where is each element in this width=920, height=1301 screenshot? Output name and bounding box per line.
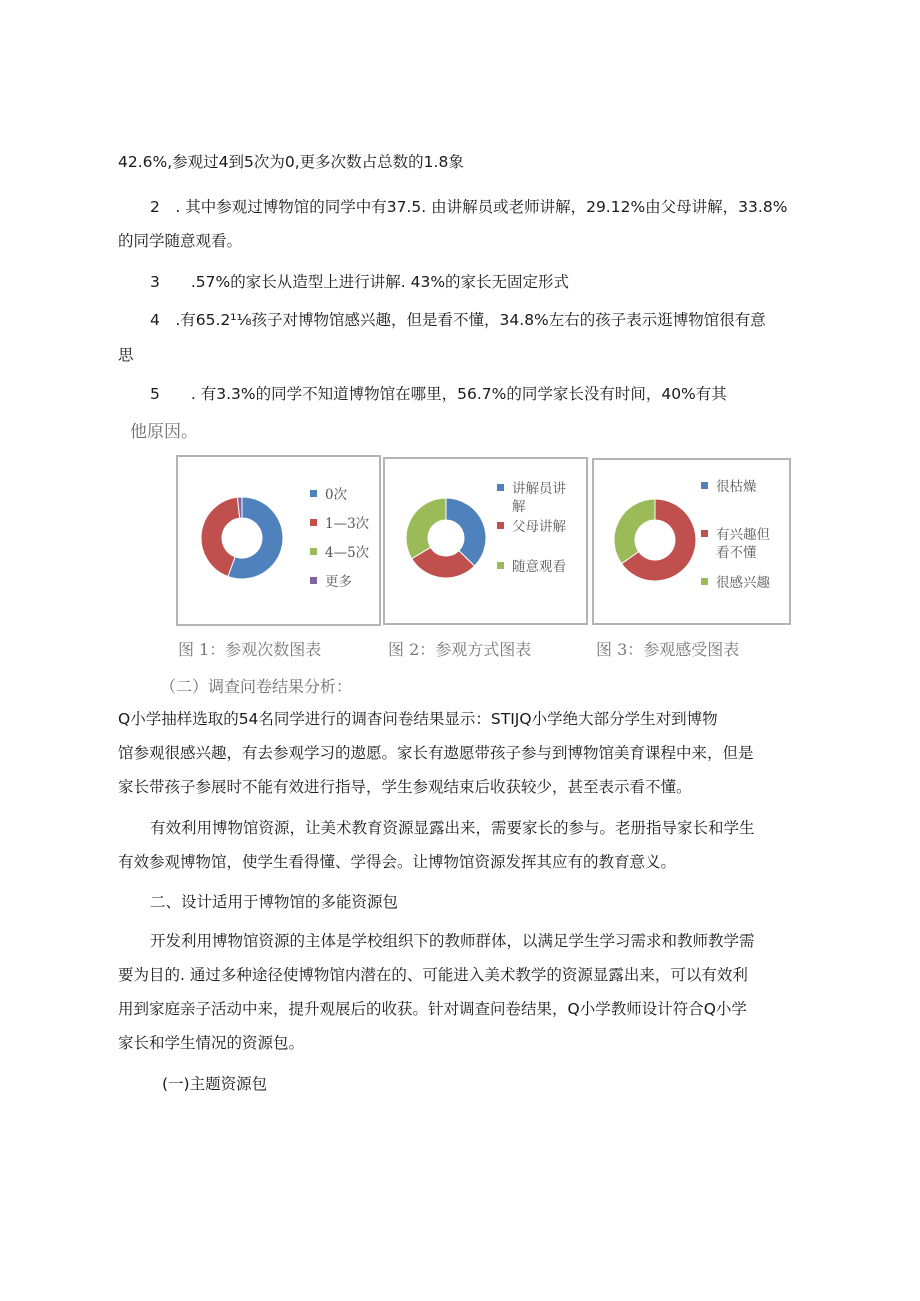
legend-item bbox=[701, 527, 770, 544]
donut-slice-3 bbox=[406, 498, 446, 559]
legend-label: 更多 bbox=[325, 574, 352, 590]
legend-item bbox=[310, 545, 369, 562]
legend-label: 随意观看 bbox=[512, 559, 566, 575]
paragraph-analysis-2-line2: 有效参观博物馆，使学生看得懂、学得会。让博物馆资源发挥其应有的教育意义。 bbox=[118, 853, 677, 871]
legend-label: 1—3次 bbox=[325, 516, 370, 532]
legend-swatch-red bbox=[310, 519, 317, 526]
legend-swatch-green bbox=[701, 578, 708, 585]
paragraph-design-line1: 开发利用博物馆资源的主体是学校组织下的教师群体，以满足学生学习需求和教师教学需 bbox=[150, 932, 755, 950]
legend-item bbox=[701, 575, 770, 592]
legend-swatch-green bbox=[497, 562, 504, 569]
legend-item-cont bbox=[716, 545, 757, 562]
legend-label: 很感兴趣 bbox=[716, 575, 770, 591]
legend-item bbox=[310, 574, 352, 591]
legend-label: 0次 bbox=[325, 487, 348, 503]
legend-swatch-blue bbox=[310, 490, 317, 497]
legend-label: 看不懂 bbox=[716, 545, 757, 561]
paragraph-item-3: 3 .57%的家长从造型上进行讲解. 43%的家长无固定形式 bbox=[150, 273, 570, 291]
legend-label: 很枯燥 bbox=[716, 479, 757, 495]
legend-item bbox=[701, 479, 757, 496]
legend-swatch-red bbox=[497, 522, 504, 529]
legend-item bbox=[310, 516, 369, 533]
chart-2-donut bbox=[406, 498, 486, 578]
chart-3-legend bbox=[701, 479, 791, 609]
chart-1-donut bbox=[201, 497, 283, 579]
paragraph-analysis-1-line1: Q小学抽样选取的54名同学进行的调杳问卷结果显示：STIJQ小学绝大部分学生对到博物 bbox=[118, 710, 718, 728]
legend-label: 解 bbox=[512, 499, 526, 515]
legend-label: 有兴趣但 bbox=[716, 527, 770, 543]
legend-item bbox=[310, 487, 347, 504]
legend-swatch-blue bbox=[497, 484, 504, 491]
legend-swatch-green bbox=[310, 548, 317, 555]
paragraph-design-line4: 家长和学生情况的资源包。 bbox=[118, 1034, 305, 1052]
paragraph-item-2-line2: 的同学随意观看。 bbox=[118, 232, 243, 250]
chart-3-donut bbox=[614, 499, 696, 581]
paragraph-item-4-line1: 4 .有65.2¹⅛孩子对博物馆感兴趣，但是看不懂，34.8%左右的孩子表示逛博物馆很有意 bbox=[150, 311, 766, 329]
legend-item bbox=[497, 519, 566, 536]
legend-item bbox=[497, 481, 566, 498]
paragraph-design-line3: 用到家庭亲子活动中来，提升观展后的收获。针对调查问卷结果，Q小学教师设计符合Q小学 bbox=[118, 1000, 747, 1018]
paragraph-item-5: 5 . 有3.3%的同学不知道博物馆在哪里，56.7%的同学家长没有时间，40%有其 bbox=[150, 385, 727, 403]
legend-item-cont bbox=[512, 499, 526, 516]
chart-visit-method bbox=[383, 457, 588, 625]
legend-item bbox=[497, 559, 566, 576]
heading-resource-pack: 二、设计适用于博物馆的多能资源包 bbox=[150, 893, 399, 911]
donut-slice-3 bbox=[614, 499, 655, 564]
paragraph-item-2-line1: 2 . 其中参观过博物馆的同学中有37.5. 由讲解员或老师讲解，29.12%由父母讲解，33.8% bbox=[150, 198, 788, 216]
paragraph-analysis-1-line3: 家长带孩子参展时不能有效进行指导，学生参观结束后收获较少，甚至表示看不懂。 bbox=[118, 778, 692, 796]
paragraph-visit-stats: 42.6%,参观过4到5次为0,更多次数占总数的1.8象 bbox=[118, 153, 464, 171]
legend-label: 4—5次 bbox=[325, 545, 370, 561]
section-heading-analysis: （二）调查问卷结果分析： bbox=[160, 677, 353, 696]
sub-heading-theme-pack: (一)主题资源包 bbox=[162, 1075, 268, 1093]
chart-1-legend bbox=[310, 487, 380, 607]
paragraph-item-5-cont: 他原因。 bbox=[130, 422, 198, 442]
chart-2-legend bbox=[497, 481, 587, 611]
chart-2-caption: 图 2：参观方式图表 bbox=[388, 640, 532, 659]
chart-visit-count bbox=[176, 455, 381, 626]
paragraph-analysis-2-line1: 有效利用博物馆资源，让美术教育资源显露出来，需要家长的参与。老册指导家长和学生 bbox=[150, 819, 755, 837]
paragraph-analysis-1-line2: 馆参观很感兴趣，有去参观学习的遨愿。家长有遨愿带孩子参与到博物馆美育课程中来，但是 bbox=[118, 744, 754, 762]
chart-visit-feeling bbox=[592, 458, 791, 625]
legend-swatch-blue bbox=[701, 482, 708, 489]
legend-swatch-purple bbox=[310, 577, 317, 584]
paragraph-item-4-line2: 思 bbox=[118, 346, 134, 364]
chart-3-caption: 图 3：参观感受图表 bbox=[596, 640, 740, 659]
legend-label: 讲解员讲 bbox=[512, 481, 566, 497]
legend-swatch-red bbox=[701, 530, 708, 537]
legend-label: 父母讲解 bbox=[512, 519, 566, 535]
chart-1-caption: 图 1：参观次数图表 bbox=[178, 640, 322, 659]
paragraph-design-line2: 要为目的. 通过多种途径使博物馆内潜在的、可能进入美术教学的资源显露出来，可以有效利 bbox=[118, 966, 748, 984]
